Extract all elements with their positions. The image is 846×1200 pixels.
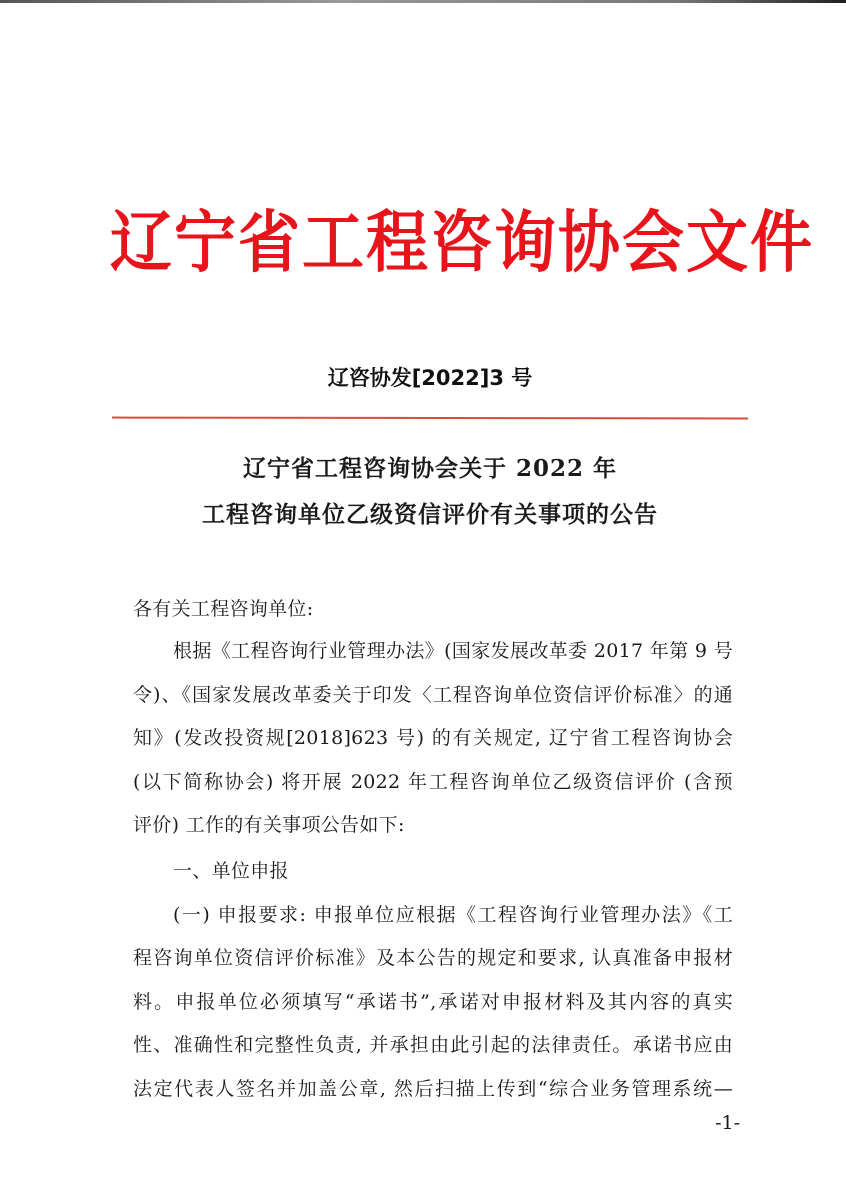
paragraph-line: 程咨询单位资信评价标准》及本公告的规定和要求, 认真准备申报材 bbox=[133, 947, 733, 969]
red-divider bbox=[112, 417, 748, 420]
paragraph-line: 令)、《国家发展改革委关于印发〈工程咨询单位资信评价标准〉的通 bbox=[133, 684, 733, 706]
section-heading: 一、单位申报 bbox=[173, 860, 289, 882]
document-masthead: 辽宁省工程咨询协会文件 bbox=[110, 203, 815, 282]
paragraph-line: 知》(发改投资规[2018]623 号) 的有关规定, 辽宁省工程咨询协会 bbox=[133, 727, 733, 749]
paragraph-line: 根据《工程咨询行业管理办法》(国家发展改革委 2017 年第 9 号 bbox=[173, 640, 733, 662]
scan-edge bbox=[0, 0, 846, 3]
paragraph-line: 料。申报单位必须填写“承诺书”,承诺对申报材料及其内容的真实 bbox=[133, 991, 733, 1013]
paragraph-line: 法定代表人签名并加盖公章, 然后扫描上传到“综合业务管理系统— bbox=[133, 1078, 733, 1100]
document-title-line-1: 辽宁省工程咨询协会关于 2022 年 bbox=[242, 455, 618, 482]
paragraph-line: (以下简称协会) 将开展 2022 年工程咨询单位乙级资信评价 (含预 bbox=[133, 771, 733, 793]
salutation: 各有关工程咨询单位: bbox=[133, 598, 314, 620]
document-title-line-2: 工程咨询单位乙级资信评价有关事项的公告 bbox=[202, 501, 658, 528]
paragraph-line: 评价) 工作的有关事项公告如下: bbox=[133, 814, 405, 836]
document-number: 辽咨协发[2022]3 号 bbox=[327, 366, 533, 390]
paragraph-line: (一) 申报要求: 申报单位应根据《工程咨询行业管理办法》《工 bbox=[173, 904, 733, 926]
paragraph-line: 性、准确性和完整性负责, 并承担由此引起的法律责任。承诺书应由 bbox=[133, 1034, 733, 1056]
page-number: -1- bbox=[715, 1112, 740, 1134]
